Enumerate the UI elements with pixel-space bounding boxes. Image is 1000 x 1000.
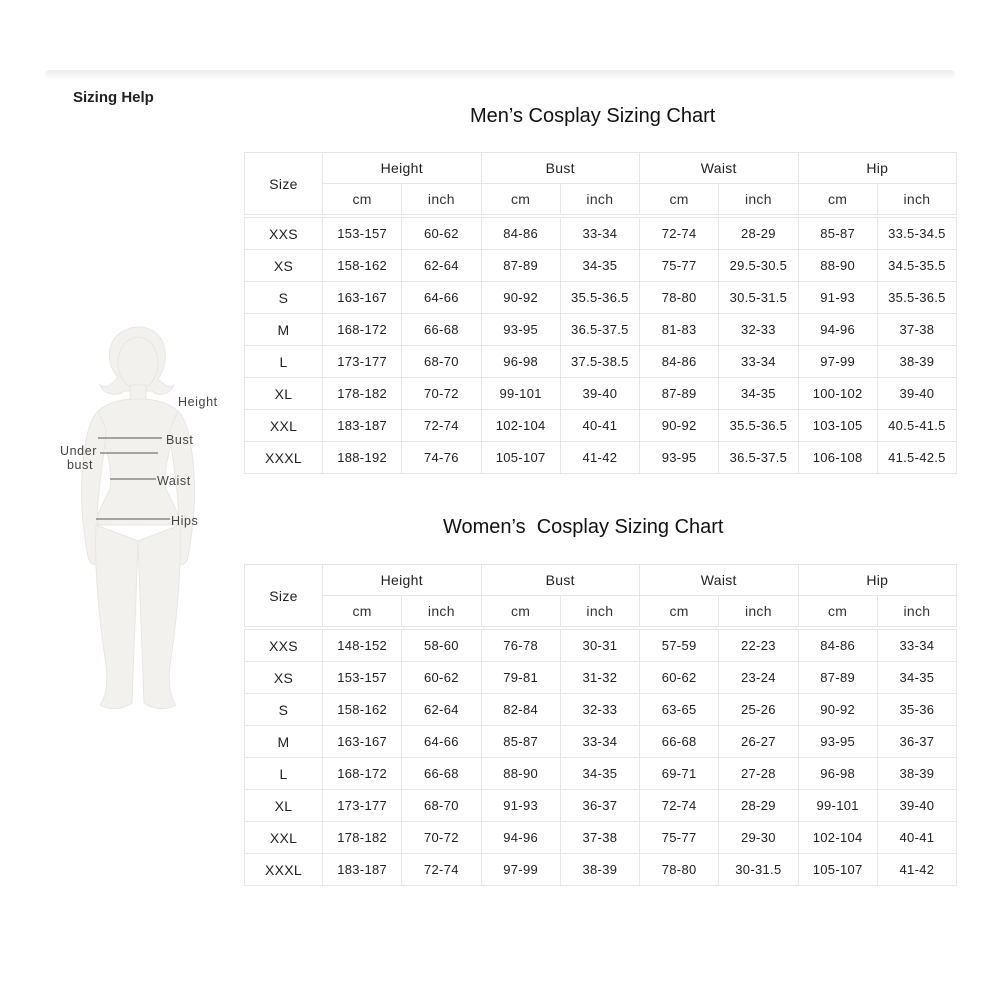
measurement-cell: 84-86: [798, 630, 877, 662]
size-cell: XS: [245, 662, 323, 694]
measurement-cell: 40-41: [877, 822, 956, 854]
measurement-cell: 173-177: [323, 790, 402, 822]
size-cell: XXXL: [245, 854, 323, 886]
unit-cm-header: cm: [323, 184, 402, 215]
under-bust-label-line1: Under: [60, 444, 98, 458]
unit-inch-header: inch: [877, 184, 956, 215]
unit-inch-header: inch: [719, 184, 798, 215]
measurement-cell: 25-26: [719, 694, 798, 726]
measurement-cell: 32-33: [719, 314, 798, 346]
measurement-cell: 75-77: [640, 822, 719, 854]
measurement-cell: 168-172: [323, 314, 402, 346]
measurement-cell: 97-99: [798, 346, 877, 378]
measurement-cell: 69-71: [640, 758, 719, 790]
measurement-cell: 41-42: [560, 442, 639, 474]
waist-header: Waist: [640, 153, 799, 184]
measurement-cell: 58-60: [402, 630, 481, 662]
size-cell: XL: [245, 378, 323, 410]
measurement-cell: 63-65: [640, 694, 719, 726]
measurement-cell: 33-34: [877, 630, 956, 662]
table-row: [245, 410, 957, 442]
size-cell: M: [245, 726, 323, 758]
men-sizing-table: [244, 152, 957, 474]
measurement-cell: 62-64: [402, 250, 481, 282]
measurement-cell: 26-27: [719, 726, 798, 758]
measurement-cell: 39-40: [560, 378, 639, 410]
measurement-cell: 105-107: [798, 854, 877, 886]
unit-cm-header: cm: [640, 184, 719, 215]
size-cell: M: [245, 314, 323, 346]
measurement-cell: 99-101: [798, 790, 877, 822]
size-cell: L: [245, 346, 323, 378]
measurement-cell: 76-78: [481, 630, 560, 662]
measurement-cell: 84-86: [640, 346, 719, 378]
measurement-cell: 57-59: [640, 630, 719, 662]
measurement-cell: 78-80: [640, 282, 719, 314]
measurement-cell: 163-167: [323, 282, 402, 314]
table-row: [245, 630, 957, 662]
measurement-cell: 88-90: [481, 758, 560, 790]
bust-header: Bust: [481, 153, 640, 184]
measurement-cell: 38-39: [560, 854, 639, 886]
measurement-cell: 91-93: [798, 282, 877, 314]
measurement-cell: 72-74: [640, 790, 719, 822]
size-cell: XXXL: [245, 442, 323, 474]
measurement-cell: 102-104: [481, 410, 560, 442]
body-silhouette-icon: [40, 325, 260, 745]
measurement-cell: 84-86: [481, 218, 560, 250]
unit-inch-header: inch: [402, 184, 481, 215]
body-measurement-figure: [40, 325, 260, 745]
measurement-cell: 30-31: [560, 630, 639, 662]
table-row: [245, 726, 957, 758]
size-cell: XXL: [245, 410, 323, 442]
measurement-cell: 153-157: [323, 218, 402, 250]
measurement-cell: 106-108: [798, 442, 877, 474]
measurement-cell: 41-42: [877, 854, 956, 886]
measurement-cell: 72-74: [402, 410, 481, 442]
sizing-help-title: Sizing Help: [73, 89, 154, 106]
size-header: Size: [245, 565, 323, 627]
measurement-cell: 29-30: [719, 822, 798, 854]
hip-header: Hip: [798, 565, 957, 596]
measurement-cell: 33-34: [560, 726, 639, 758]
measurement-cell: 35.5-36.5: [560, 282, 639, 314]
size-cell: XXL: [245, 822, 323, 854]
measurement-cell: 90-92: [640, 410, 719, 442]
table-row: [245, 282, 957, 314]
measurement-cell: 183-187: [323, 854, 402, 886]
measurement-cell: 39-40: [877, 378, 956, 410]
size-cell: XL: [245, 790, 323, 822]
measurement-cell: 60-62: [402, 662, 481, 694]
size-cell: L: [245, 758, 323, 790]
table-row: [245, 314, 957, 346]
measurement-cell: 90-92: [798, 694, 877, 726]
measurement-cell: 27-28: [719, 758, 798, 790]
measurement-cell: 66-68: [402, 314, 481, 346]
measurement-cell: 37-38: [877, 314, 956, 346]
unit-cm-header: cm: [481, 596, 560, 627]
measurement-cell: 37.5-38.5: [560, 346, 639, 378]
measurement-cell: 64-66: [402, 726, 481, 758]
measurement-cell: 87-89: [798, 662, 877, 694]
waist-label: Waist: [157, 474, 191, 488]
measurement-cell: 173-177: [323, 346, 402, 378]
measurement-cell: 70-72: [402, 378, 481, 410]
measurement-cell: 93-95: [640, 442, 719, 474]
measurement-cell: 36-37: [877, 726, 956, 758]
table-row: [245, 822, 957, 854]
measurement-cell: 79-81: [481, 662, 560, 694]
measurement-cell: 30-31.5: [719, 854, 798, 886]
measurement-cell: 94-96: [798, 314, 877, 346]
height-header: Height: [323, 153, 482, 184]
measurement-cell: 37-38: [560, 822, 639, 854]
measurement-cell: 100-102: [798, 378, 877, 410]
measurement-cell: 78-80: [640, 854, 719, 886]
measurement-cell: 91-93: [481, 790, 560, 822]
measurement-cell: 22-23: [719, 630, 798, 662]
measurement-cell: 66-68: [640, 726, 719, 758]
measurement-cell: 28-29: [719, 790, 798, 822]
size-cell: XXS: [245, 218, 323, 250]
measurement-cell: 35-36: [877, 694, 956, 726]
table-row: [245, 346, 957, 378]
table-row: [245, 250, 957, 282]
unit-inch-header: inch: [877, 596, 956, 627]
measurement-cell: 29.5-30.5: [719, 250, 798, 282]
measurement-cell: 35.5-36.5: [719, 410, 798, 442]
table-row: [245, 662, 957, 694]
measurement-cell: 40.5-41.5: [877, 410, 956, 442]
measurement-cell: 34.5-35.5: [877, 250, 956, 282]
size-cell: S: [245, 282, 323, 314]
unit-inch-header: inch: [719, 596, 798, 627]
hip-header: Hip: [798, 153, 957, 184]
measurement-cell: 82-84: [481, 694, 560, 726]
measurement-cell: 183-187: [323, 410, 402, 442]
measurement-cell: 96-98: [481, 346, 560, 378]
measurement-cell: 64-66: [402, 282, 481, 314]
measurement-cell: 90-92: [481, 282, 560, 314]
unit-inch-header: inch: [560, 596, 639, 627]
top-divider: [45, 70, 955, 80]
measurement-cell: 103-105: [798, 410, 877, 442]
size-cell: S: [245, 694, 323, 726]
measurement-cell: 66-68: [402, 758, 481, 790]
table-row: [245, 378, 957, 410]
measurement-cell: 33-34: [560, 218, 639, 250]
measurement-cell: 36-37: [560, 790, 639, 822]
measurement-cell: 38-39: [877, 758, 956, 790]
under-bust-label-line2: bust: [67, 458, 94, 472]
height-header: Height: [323, 565, 482, 596]
unit-cm-header: cm: [798, 596, 877, 627]
measurement-cell: 153-157: [323, 662, 402, 694]
measurement-cell: 36.5-37.5: [560, 314, 639, 346]
measurement-cell: 93-95: [798, 726, 877, 758]
measurement-cell: 62-64: [402, 694, 481, 726]
measurement-cell: 105-107: [481, 442, 560, 474]
measurement-cell: 72-74: [402, 854, 481, 886]
measurement-cell: 60-62: [640, 662, 719, 694]
measurement-cell: 36.5-37.5: [719, 442, 798, 474]
measurement-cell: 87-89: [640, 378, 719, 410]
measurement-cell: 188-192: [323, 442, 402, 474]
measurement-cell: 93-95: [481, 314, 560, 346]
measurement-cell: 68-70: [402, 346, 481, 378]
measurement-cell: 96-98: [798, 758, 877, 790]
measurement-cell: 85-87: [481, 726, 560, 758]
measurement-cell: 28-29: [719, 218, 798, 250]
hips-label: Hips: [171, 514, 199, 528]
measurement-cell: 97-99: [481, 854, 560, 886]
measurement-cell: 23-24: [719, 662, 798, 694]
measurement-cell: 30.5-31.5: [719, 282, 798, 314]
height-label: Height: [178, 395, 218, 409]
unit-inch-header: inch: [402, 596, 481, 627]
measurement-cell: 39-40: [877, 790, 956, 822]
unit-cm-header: cm: [481, 184, 560, 215]
measurement-cell: 99-101: [481, 378, 560, 410]
measurement-cell: 34-35: [560, 250, 639, 282]
measurement-cell: 60-62: [402, 218, 481, 250]
bust-label: Bust: [166, 433, 194, 447]
measurement-cell: 34-35: [719, 378, 798, 410]
size-header: Size: [245, 153, 323, 215]
measurement-cell: 85-87: [798, 218, 877, 250]
measurement-cell: 74-76: [402, 442, 481, 474]
table-row: [245, 694, 957, 726]
measurement-cell: 81-83: [640, 314, 719, 346]
measurement-cell: 41.5-42.5: [877, 442, 956, 474]
measurement-cell: 88-90: [798, 250, 877, 282]
measurement-cell: 34-35: [560, 758, 639, 790]
size-cell: XXS: [245, 630, 323, 662]
unit-inch-header: inch: [560, 184, 639, 215]
table-row: [245, 790, 957, 822]
measurement-cell: 68-70: [402, 790, 481, 822]
measurement-cell: 33.5-34.5: [877, 218, 956, 250]
waist-header: Waist: [640, 565, 799, 596]
measurement-cell: 158-162: [323, 250, 402, 282]
measurement-cell: 87-89: [481, 250, 560, 282]
table-row: [245, 854, 957, 886]
measurement-cell: 40-41: [560, 410, 639, 442]
measurement-cell: 102-104: [798, 822, 877, 854]
women-chart-title: Women’s Cosplay Sizing Chart: [443, 516, 724, 538]
measurement-cell: 35.5-36.5: [877, 282, 956, 314]
table-row: [245, 758, 957, 790]
size-cell: XS: [245, 250, 323, 282]
men-chart-title: Men’s Cosplay Sizing Chart: [470, 105, 716, 127]
measurement-cell: 33-34: [719, 346, 798, 378]
women-sizing-table: [244, 564, 957, 886]
measurement-cell: 148-152: [323, 630, 402, 662]
measurement-cell: 158-162: [323, 694, 402, 726]
unit-cm-header: cm: [640, 596, 719, 627]
measurement-cell: 178-182: [323, 378, 402, 410]
measurement-cell: 34-35: [877, 662, 956, 694]
table-row: [245, 218, 957, 250]
measurement-cell: 94-96: [481, 822, 560, 854]
measurement-cell: 72-74: [640, 218, 719, 250]
table-row: [245, 442, 957, 474]
bust-header: Bust: [481, 565, 640, 596]
measurement-cell: 75-77: [640, 250, 719, 282]
measurement-cell: 32-33: [560, 694, 639, 726]
measurement-cell: 168-172: [323, 758, 402, 790]
measurement-cell: 31-32: [560, 662, 639, 694]
measurement-cell: 163-167: [323, 726, 402, 758]
unit-cm-header: cm: [798, 184, 877, 215]
measurement-cell: 178-182: [323, 822, 402, 854]
unit-cm-header: cm: [323, 596, 402, 627]
measurement-cell: 38-39: [877, 346, 956, 378]
measurement-cell: 70-72: [402, 822, 481, 854]
